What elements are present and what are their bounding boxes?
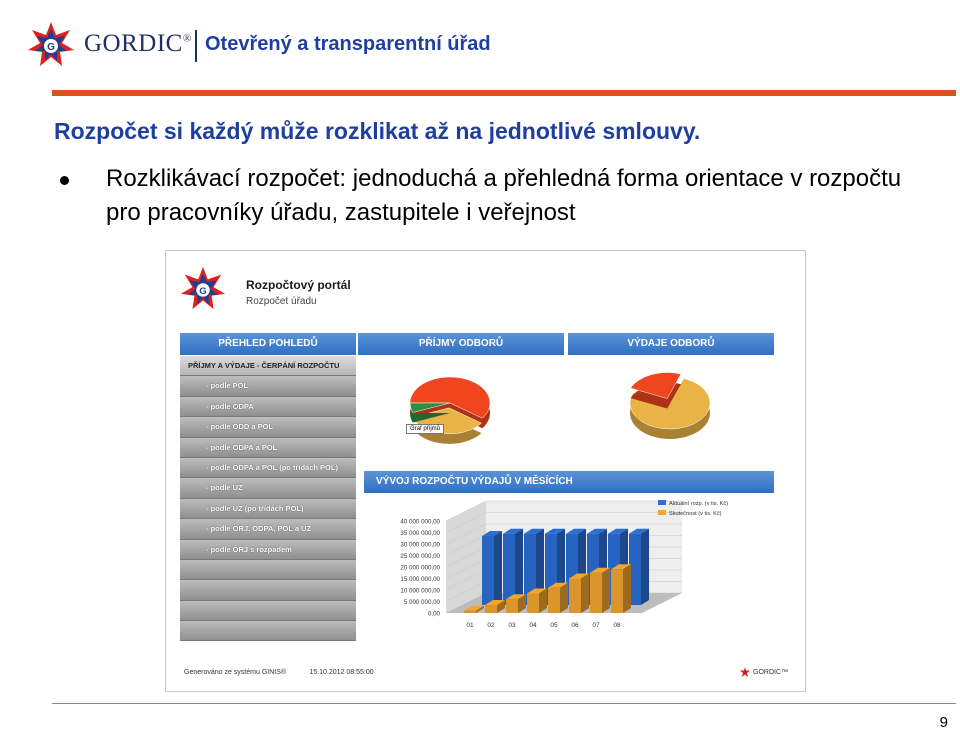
menu-item[interactable]: - podle POL	[180, 376, 356, 396]
footer-rule	[52, 703, 956, 704]
svg-text:G: G	[47, 42, 55, 53]
bar-aktualni[interactable]	[482, 531, 502, 605]
bar-skutecnost[interactable]	[548, 583, 568, 613]
legend-swatch	[658, 500, 666, 505]
section-vydaje-header: VÝDAJE ODBORŮ	[568, 333, 774, 355]
menu-item[interactable]: - podle ODPA a POL	[180, 438, 356, 458]
menu-item[interactable]: - podle ORJ, ODPA, POL a UZ	[180, 519, 356, 539]
bar-aktualni[interactable]	[503, 529, 523, 605]
bullet-text: Rozklikávací rozpočet: jednoduchá a přehledná forma orientace v rozpočtu pro pracovníky úřadu, zastupitele i veřejnost	[106, 165, 902, 226]
y-tick-label: 10 000 000,00	[400, 587, 440, 595]
bar-aktualni[interactable]	[629, 529, 649, 605]
menu-item	[180, 560, 356, 580]
portal-footer-text: Generováno ze systému GINIS® 15.10.2012 08:55:00	[184, 669, 374, 676]
legend-label: Aktuální rozp. (v tis. Kč)	[669, 501, 729, 507]
portal-footer-brand: GORDIC™	[740, 667, 788, 677]
y-tick-label: 0,00	[427, 610, 440, 618]
bar-skutecnost[interactable]	[569, 574, 589, 614]
menu-item	[180, 580, 356, 600]
y-tick-label: 35 000 000,00	[400, 530, 440, 537]
y-tick-label: 15 000 000,00	[400, 576, 440, 583]
bar-skutecnost[interactable]	[527, 588, 547, 613]
menu-item	[180, 621, 356, 641]
pie-tooltip: Graf příjmů	[406, 424, 444, 434]
bullet-icon	[60, 176, 69, 185]
section-prijmy-header: PŘÍJMY ODBORŮ	[358, 333, 564, 355]
y-tick-label: 30 000 000,00	[400, 541, 440, 549]
slide-title: Rozpočet si každý může rozklikat až na jednotlivé smlouvy.	[54, 118, 701, 144]
portal-footer-date: 15.10.2012 08:55:00	[309, 669, 374, 676]
pie-chart-prijmy	[398, 363, 508, 455]
column-chart	[364, 495, 774, 635]
x-tick-label: 03	[508, 622, 516, 629]
portal-logo	[179, 265, 227, 313]
header-divider	[195, 30, 197, 62]
menu-item	[180, 601, 356, 621]
orange-rule	[52, 90, 956, 96]
menu-item[interactable]: - podle ODPA	[180, 397, 356, 417]
legend-swatch	[658, 510, 666, 515]
x-tick-label: 06	[571, 622, 579, 629]
x-tick-label: 07	[592, 622, 600, 629]
portal-subtitle: Rozpočet úřadu	[246, 296, 317, 307]
menu-item[interactable]: - podle ODD a POL	[180, 417, 356, 437]
brand-name: GORDIC®	[84, 30, 192, 57]
x-tick-label: 02	[487, 622, 495, 629]
header-tagline: Otevřený a transparentní úřad	[205, 33, 491, 55]
menu-item[interactable]: - podle UZ	[180, 478, 356, 498]
portal-screenshot	[165, 250, 806, 692]
menu-item[interactable]: - podle ODPA a POL (po třídách POL)	[180, 458, 356, 478]
menu-item[interactable]: - podle ORJ s rozpadem	[180, 540, 356, 560]
y-tick-label: 20 000 000,00	[400, 564, 440, 572]
view-menu	[180, 356, 356, 641]
menu-item[interactable]: - podle UZ (po třídách POL)	[180, 499, 356, 519]
bar-skutecnost[interactable]	[590, 568, 610, 613]
section-prehled-header: PŘEHLED POHLEDŮ	[180, 333, 356, 355]
x-tick-label: 08	[613, 622, 621, 629]
x-tick-label: 05	[550, 622, 558, 629]
svg-text:G: G	[199, 285, 207, 297]
page-number: 9	[939, 714, 948, 731]
menu-heading[interactable]: PŘÍJMY A VÝDAJE - ČERPÁNÍ ROZPOČTU	[180, 356, 356, 376]
portal-title: Rozpočtový portál	[246, 278, 351, 292]
x-tick-label: 01	[466, 622, 474, 629]
x-tick-label: 04	[529, 622, 537, 629]
pie-chart-vydaje	[618, 363, 728, 455]
gordic-logo	[26, 20, 76, 70]
mini-gordic-logo	[740, 667, 750, 677]
bar-skutecnost[interactable]	[611, 564, 631, 613]
y-tick-label: 40 000 000,00	[400, 518, 440, 526]
y-tick-label: 5 000 000,00	[403, 599, 440, 606]
y-tick-label: 25 000 000,00	[400, 553, 440, 560]
legend-label: Skutečnost (v tis. Kč)	[669, 511, 722, 517]
section-vyvoj-header: VÝVOJ ROZPOČTU VÝDAJŮ V MĚSÍCÍCH	[364, 471, 774, 493]
